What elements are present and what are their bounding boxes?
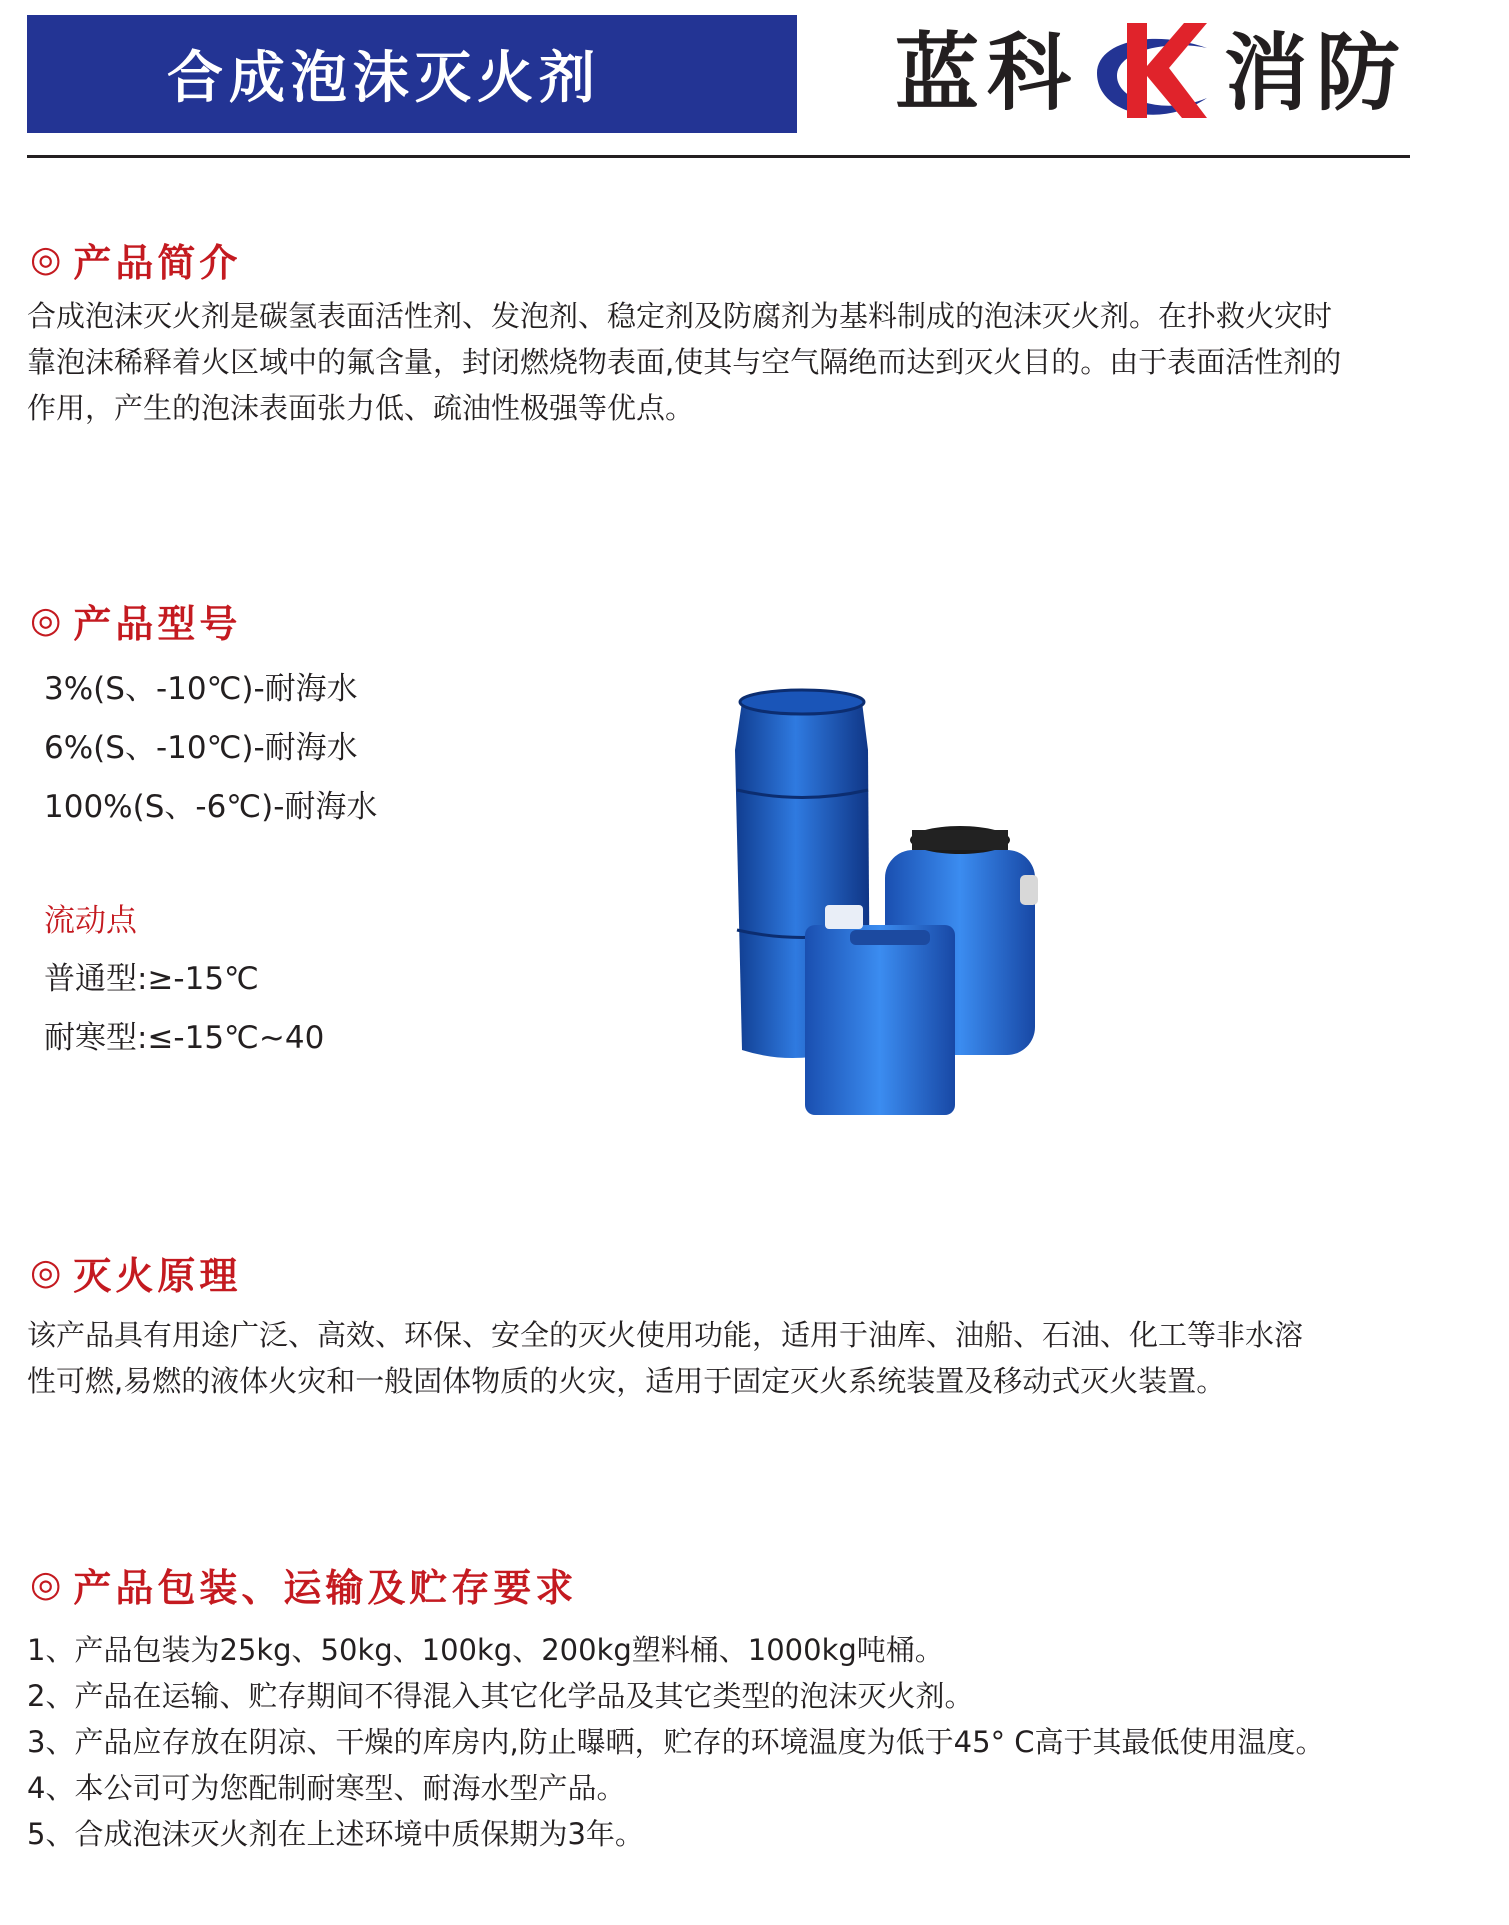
model-item: 6%(S、-10℃)-耐海水	[44, 730, 358, 766]
double-circle-icon: ◎	[30, 1564, 66, 1605]
double-circle-icon: ◎	[30, 600, 66, 641]
section-heading-label: 产品简介	[73, 241, 242, 285]
model-list	[44, 660, 377, 837]
packaging-item: 4、本公司可为您配制耐寒型、耐海水型产品。	[27, 1771, 626, 1805]
pour-point-item: 耐寒型:≤-15℃~40	[44, 1020, 325, 1056]
double-circle-icon: ◎	[30, 239, 66, 280]
brand-name-right: 消防	[1224, 24, 1409, 122]
product-containers-image	[690, 680, 1190, 1130]
paragraph-line: 靠泡沫稀释着火区域中的氟含量，封闭燃烧物表面,使其与空气隔绝而达到灭火目的。由于表面活性剂的	[27, 345, 1342, 379]
model-item: 100%(S、-6℃)-耐海水	[44, 789, 378, 825]
principle-paragraph	[27, 1312, 1427, 1404]
pour-point-heading: 流动点	[44, 903, 137, 939]
pour-point-item: 普通型:≥-15℃	[44, 961, 259, 997]
packaging-item: 1、产品包装为25kg、50kg、100kg、200kg塑料桶、1000kg吨桶。	[27, 1633, 944, 1667]
intro-paragraph	[27, 293, 1427, 431]
section-heading-label: 产品型号	[73, 602, 242, 646]
brand-logo	[895, 18, 1408, 128]
packaging-list	[27, 1627, 1427, 1857]
header-divider	[27, 155, 1410, 158]
pour-point-list	[44, 950, 324, 1068]
double-circle-icon: ◎	[30, 1252, 66, 1293]
jerrycan-icon	[805, 905, 955, 1115]
page-title: 合成泡沫灭火剂	[167, 46, 601, 111]
title-banner	[27, 15, 797, 133]
section-heading-intro	[30, 232, 241, 287]
k-swoosh-logo-icon	[1089, 18, 1214, 128]
paragraph-line: 作用，产生的泡沫表面张力低、疏油性极强等优点。	[27, 391, 695, 425]
section-heading-packaging	[30, 1557, 577, 1612]
packaging-item: 5、合成泡沫灭火剂在上述环境中质保期为3年。	[27, 1817, 644, 1851]
paragraph-line: 性可燃,易燃的液体火灾和一般固体物质的火灾，适用于固定灭火系统装置及移动式灭火装置。	[27, 1364, 1226, 1398]
packaging-item: 3、产品应存放在阴凉、干燥的库房内,防止曝晒，贮存的环境温度为低于45° C高于其最低使用温度。	[27, 1725, 1325, 1759]
model-item: 3%(S、-10℃)-耐海水	[44, 671, 358, 707]
section-heading-label: 产品包装、运输及贮存要求	[73, 1566, 578, 1610]
section-heading-principle	[30, 1245, 241, 1300]
packaging-item: 2、产品在运输、贮存期间不得混入其它化学品及其它类型的泡沫灭火剂。	[27, 1679, 974, 1713]
paragraph-line: 该产品具有用途广泛、高效、环保、安全的灭火使用功能，适用于油库、油船、石油、化工等非水溶	[27, 1318, 1304, 1352]
section-heading-label: 灭火原理	[73, 1254, 242, 1298]
paragraph-line: 合成泡沫灭火剂是碳氢表面活性剂、发泡剂、稳定剂及防腐剂为基料制成的泡沫灭火剂。在扑救火灾时	[27, 299, 1333, 333]
brand-name-left: 蓝科	[895, 24, 1080, 122]
section-heading-models	[30, 593, 241, 648]
